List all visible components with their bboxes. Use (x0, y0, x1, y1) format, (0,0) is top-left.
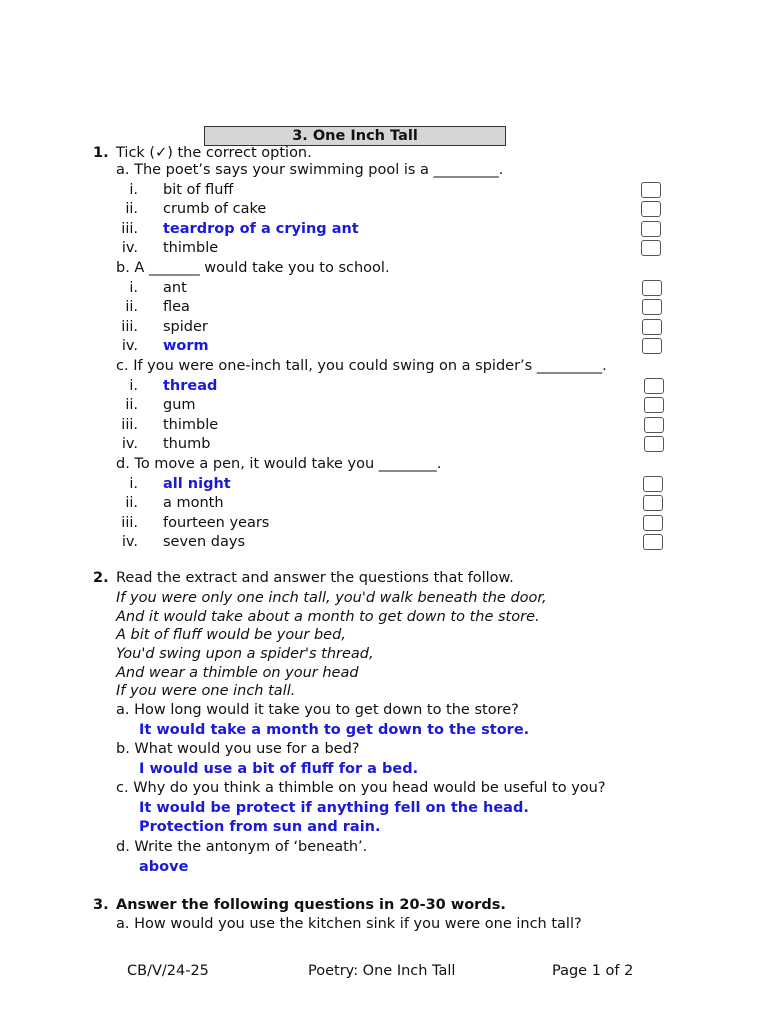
option-numeral: iv. (121, 338, 138, 355)
q3-instruction: Answer the following questions in 20-30 words. (116, 897, 506, 913)
option-text-correct: worm (163, 338, 209, 355)
option-text: gum (163, 397, 196, 414)
q2-answer-b: I would use a bit of fluff for a bed. (139, 761, 419, 777)
option-numeral: iv. (121, 240, 138, 257)
option-numeral: ii. (125, 201, 138, 218)
tick-checkbox[interactable] (641, 221, 661, 237)
option-text: spider (163, 318, 208, 335)
option-numeral: ii. (125, 495, 138, 512)
q2-answer-d: above (139, 859, 189, 875)
option-numeral: iii. (121, 514, 138, 531)
option-numeral: i. (129, 377, 138, 394)
option-text-correct: thread (163, 377, 218, 394)
q3-question-a: a. How would you use the kitchen sink if you were one inch tall? (116, 916, 582, 932)
q2-question-b: b. What would you use for a bed? (116, 741, 360, 757)
q3-number: 3. (93, 897, 109, 913)
tick-checkbox[interactable] (642, 338, 662, 354)
tick-checkbox[interactable] (643, 534, 663, 550)
q1-instruction: Tick (✓) the correct option. (116, 145, 312, 161)
footer-code: CB/V/24-25 (127, 963, 209, 979)
option-numeral: iii. (121, 318, 138, 335)
tick-checkbox[interactable] (644, 378, 664, 394)
q2-answer-c-1: It would be protect if anything fell on the head. (139, 800, 529, 816)
extract-line: You'd swing upon a spider's thread, (116, 646, 374, 662)
q2-question-c: c. Why do you think a thimble on you head would be useful to you? (116, 780, 606, 796)
tick-checkbox[interactable] (642, 299, 662, 315)
tick-checkbox[interactable] (641, 240, 661, 256)
footer-subject: Poetry: One Inch Tall (308, 963, 456, 979)
option-text: crumb of cake (163, 201, 267, 218)
option-numeral: iii. (121, 220, 138, 237)
q1-part-stem: c. If you were one-inch tall, you could swing on a spider’s _________. (116, 358, 607, 374)
footer-page: Page 1 of 2 (552, 963, 634, 979)
extract-line: If you were one inch tall. (116, 683, 296, 699)
extract-line: And it would take about a month to get down to the store. (116, 609, 540, 625)
extract-line: If you were only one inch tall, you'd walk beneath the door, (116, 590, 547, 606)
tick-checkbox[interactable] (641, 201, 661, 217)
option-numeral: iv. (121, 436, 138, 453)
q2-number: 2. (93, 570, 109, 586)
q2-question-a: a. How long would it take you to get down to the store? (116, 702, 519, 718)
tick-checkbox[interactable] (642, 280, 662, 296)
q1-part-stem: b. A _______ would take you to school. (116, 260, 390, 276)
option-numeral: ii. (125, 299, 138, 316)
option-text: a month (163, 495, 224, 512)
option-text: thimble (163, 240, 219, 257)
q1-part-stem: a. The poet’s says your swimming pool is a _________. (116, 162, 504, 178)
tick-checkbox[interactable] (643, 476, 663, 492)
option-text: bit of fluff (163, 181, 234, 198)
extract-line: A bit of fluff would be your bed, (116, 627, 346, 643)
q1-number: 1. (93, 145, 109, 161)
option-numeral: i. (129, 181, 138, 198)
q2-instruction: Read the extract and answer the questions that follow. (116, 570, 514, 586)
option-text: fourteen years (163, 514, 270, 531)
option-numeral: i. (129, 279, 138, 296)
option-numeral: iii. (121, 416, 138, 433)
q2-question-d: d. Write the antonym of ‘beneath’. (116, 839, 368, 855)
option-text: flea (163, 299, 190, 316)
tick-checkbox[interactable] (644, 436, 664, 452)
option-text: thimble (163, 416, 219, 433)
option-text: ant (163, 279, 187, 296)
q1-part-stem: d. To move a pen, it would take you ________. (116, 456, 442, 472)
option-text-correct: teardrop of a crying ant (163, 220, 359, 237)
tick-checkbox[interactable] (642, 319, 662, 335)
tick-checkbox[interactable] (643, 495, 663, 511)
option-text-correct: all night (163, 475, 231, 492)
option-numeral: ii. (125, 397, 138, 414)
extract-line: And wear a thimble on your head (116, 665, 359, 681)
q2-answer-a: It would take a month to get down to the store. (139, 722, 530, 738)
tick-checkbox[interactable] (644, 397, 664, 413)
option-text: thumb (163, 436, 211, 453)
option-numeral: i. (129, 475, 138, 492)
tick-checkbox[interactable] (641, 182, 661, 198)
tick-checkbox[interactable] (644, 417, 664, 433)
tick-checkbox[interactable] (643, 515, 663, 531)
q2-answer-c-2: Protection from sun and rain. (139, 819, 381, 835)
option-text: seven days (163, 534, 246, 551)
worksheet-title: 3. One Inch Tall (204, 126, 506, 146)
option-numeral: iv. (121, 534, 138, 551)
